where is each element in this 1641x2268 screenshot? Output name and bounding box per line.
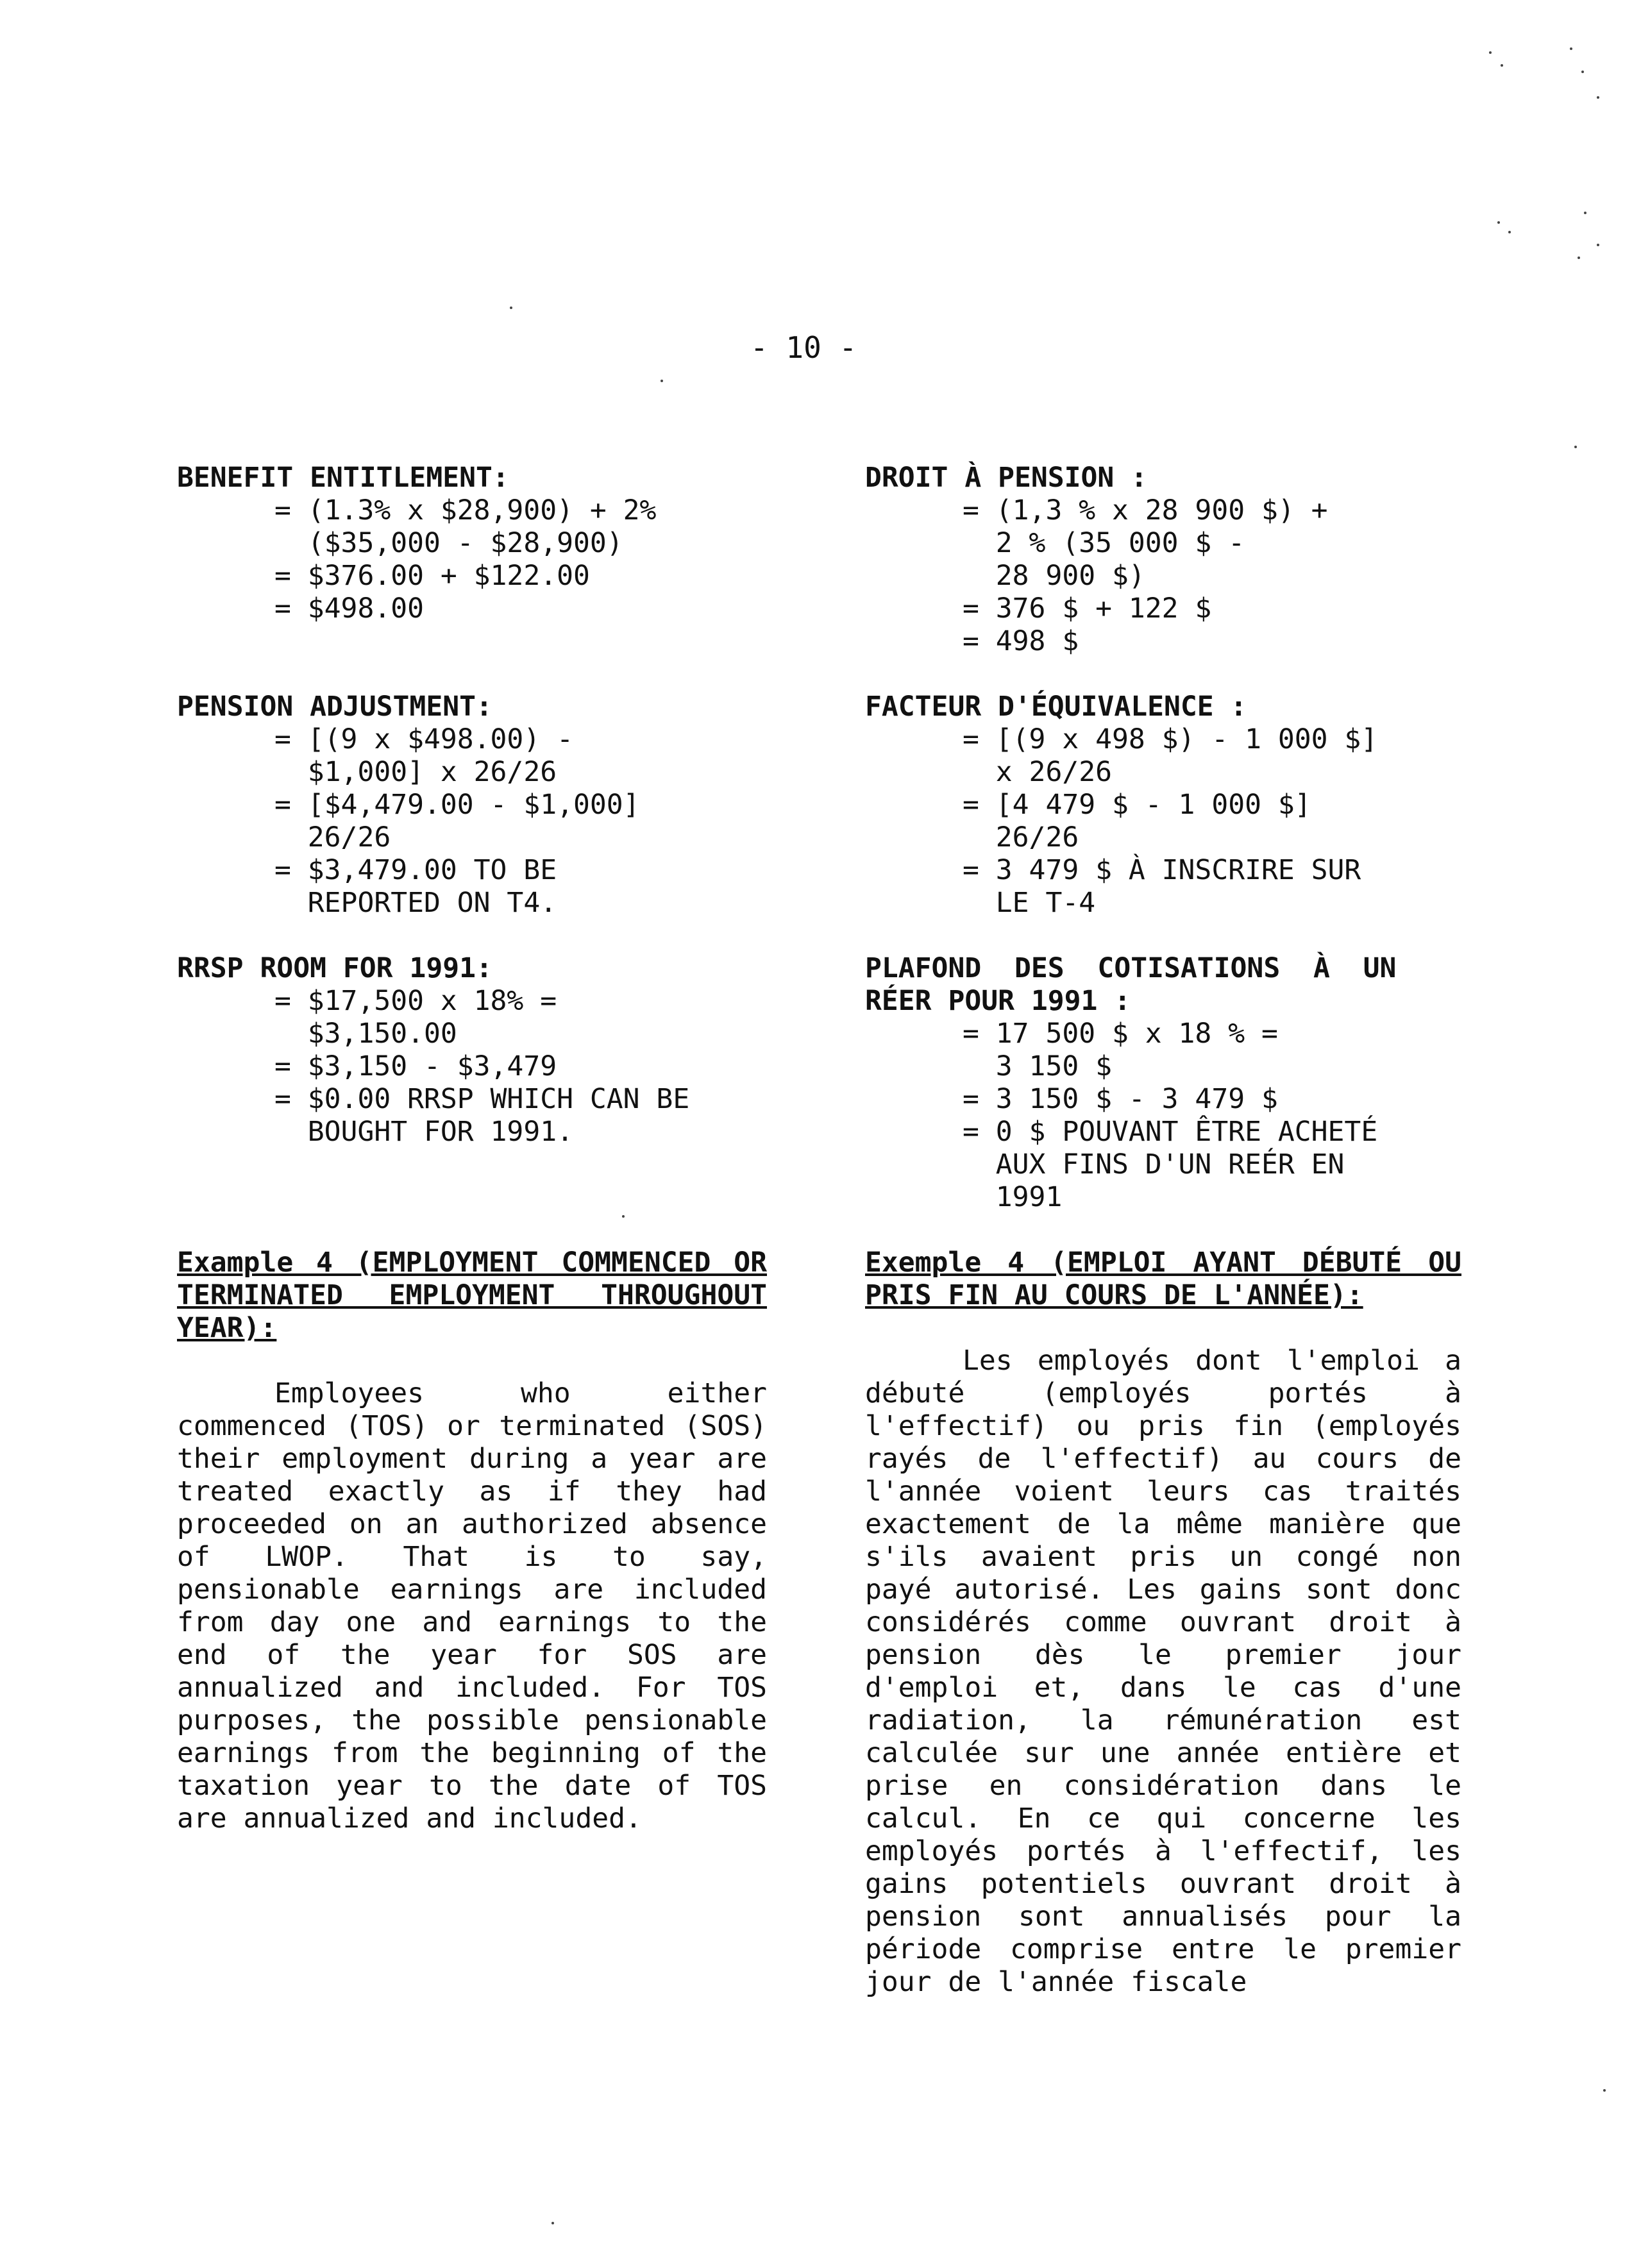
formula-line: = $498.00: [274, 592, 424, 625]
formula-line: = [4 479 $ - 1 000 $]: [963, 789, 1311, 821]
formula-line: AUX FINS D'UN REÉR EN: [963, 1148, 1345, 1180]
formula-line: 3 150 $: [963, 1050, 1112, 1082]
plafond-cotisations-section: [865, 952, 1461, 1214]
formula-line: ($35,000 - $28,900): [274, 527, 623, 559]
pension-adjustment-section: [177, 691, 767, 920]
rrsp-room-section: [177, 952, 767, 1148]
formula-line: LE T-4: [963, 887, 1096, 919]
french-column: [865, 462, 1461, 1999]
benefit-entitlement-section: [177, 462, 767, 625]
formula-line: $3,150.00: [274, 1018, 457, 1050]
formula-line: = 3 479 $ À INSCRIRE SUR: [963, 854, 1361, 886]
formula-line: 2 % (35 000 $ -: [963, 527, 1245, 559]
plafond-cotisations-heading-line1: PLAFOND DES COTISATIONS À UN: [865, 952, 1397, 984]
formula-line: = $376.00 + $122.00: [274, 560, 590, 592]
formula-line: x 26/26: [963, 756, 1112, 788]
example-4-paragraph: Employees who either commenced (TOS) or terminated (SOS) their employment during a year are treated exactly as if they had proceeded on an authorized absence of LWOP. That is to say, pensionable earnings are included from day one and earnings to the end of the year for SOS are annualized and included. For TOS purposes, the possible pensionable earnings from the beginning of the taxation year to the date of TOS are annualized and included.: [177, 1377, 767, 1835]
formula-line: = (1,3 % x 28 900 $) +: [963, 494, 1328, 526]
exemple-4-paragraph: Les employés dont l'emploi a débuté (employés portés à l'effectif) ou pris fin (employés rayés de l'effectif) au cours de l'année voient leurs cas traités exactement de la même manière que s'ils avaient pris un congé non payé autorisé. Les gains sont donc considérés comme ouvrant droit à pension dès le premier jour d'emploi et, dans le cas d'une radiation, la rémunération est calculée sur une année entière et prise en considération dans le calcul. En ce qui concerne les employés portés à l'effectif, les gains potentiels ouvrant droit à pension sont annualisés pour la période comprise entre le premier jour de l'année fiscale: [865, 1345, 1461, 1998]
benefit-entitlement-heading: BENEFIT ENTITLEMENT:: [177, 462, 509, 494]
formula-line: 1991: [963, 1181, 1063, 1213]
formula-line: $1,000] x 26/26: [274, 756, 557, 788]
formula-line: = $0.00 RRSP WHICH CAN BE: [274, 1083, 690, 1115]
page-number: - 10 -: [750, 330, 857, 365]
facteur-equivalence-heading: FACTEUR D'ÉQUIVALENCE :: [865, 691, 1247, 723]
formula-line: = $17,500 x 18% =: [274, 985, 557, 1017]
exemple-4-section: [865, 1247, 1461, 1999]
pension-adjustment-heading: PENSION ADJUSTMENT:: [177, 691, 492, 723]
example-4-heading: Example 4 (EMPLOYMENT COMMENCED OR TERMINATED EMPLOYMENT THROUGHOUT YEAR):: [177, 1247, 767, 1344]
formula-line: = (1.3% x $28,900) + 2%: [274, 494, 657, 526]
formula-line: = 0 $ POUVANT ÊTRE ACHETÉ: [963, 1116, 1378, 1148]
formula-line: = [(9 x $498.00) -: [274, 723, 573, 755]
formula-line: 26/26: [963, 821, 1079, 853]
droit-pension-heading: DROIT À PENSION :: [865, 462, 1148, 494]
formula-line: = 498 $: [963, 625, 1079, 657]
formula-line: = 376 $ + 122 $: [963, 592, 1212, 625]
plafond-cotisations-heading-line2: RÉER POUR 1991 :: [865, 985, 1131, 1017]
formula-line: = $3,479.00 TO BE: [274, 854, 557, 886]
formula-line: 26/26: [274, 821, 391, 853]
formula-line: 28 900 $): [963, 560, 1145, 592]
facteur-equivalence-section: [865, 691, 1461, 920]
example-4-section: [177, 1247, 767, 1835]
formula-line: BOUGHT FOR 1991.: [274, 1116, 573, 1148]
formula-line: REPORTED ON T4.: [274, 887, 557, 919]
formula-line: = 3 150 $ - 3 479 $: [963, 1083, 1278, 1115]
formula-line: = [$4,479.00 - $1,000]: [274, 789, 640, 821]
formula-line: = 17 500 $ x 18 % =: [963, 1018, 1278, 1050]
formula-line: = [(9 x 498 $) - 1 000 $]: [963, 723, 1378, 755]
droit-pension-section: [865, 462, 1461, 658]
rrsp-room-heading: RRSP ROOM FOR 1991:: [177, 952, 492, 984]
formula-line: = $3,150 - $3,479: [274, 1050, 557, 1082]
english-column: [177, 462, 767, 1835]
exemple-4-heading: Exemple 4 (EMPLOI AYANT DÉBUTÉ OU PRIS FIN AU COURS DE L'ANNÉE):: [865, 1247, 1461, 1311]
